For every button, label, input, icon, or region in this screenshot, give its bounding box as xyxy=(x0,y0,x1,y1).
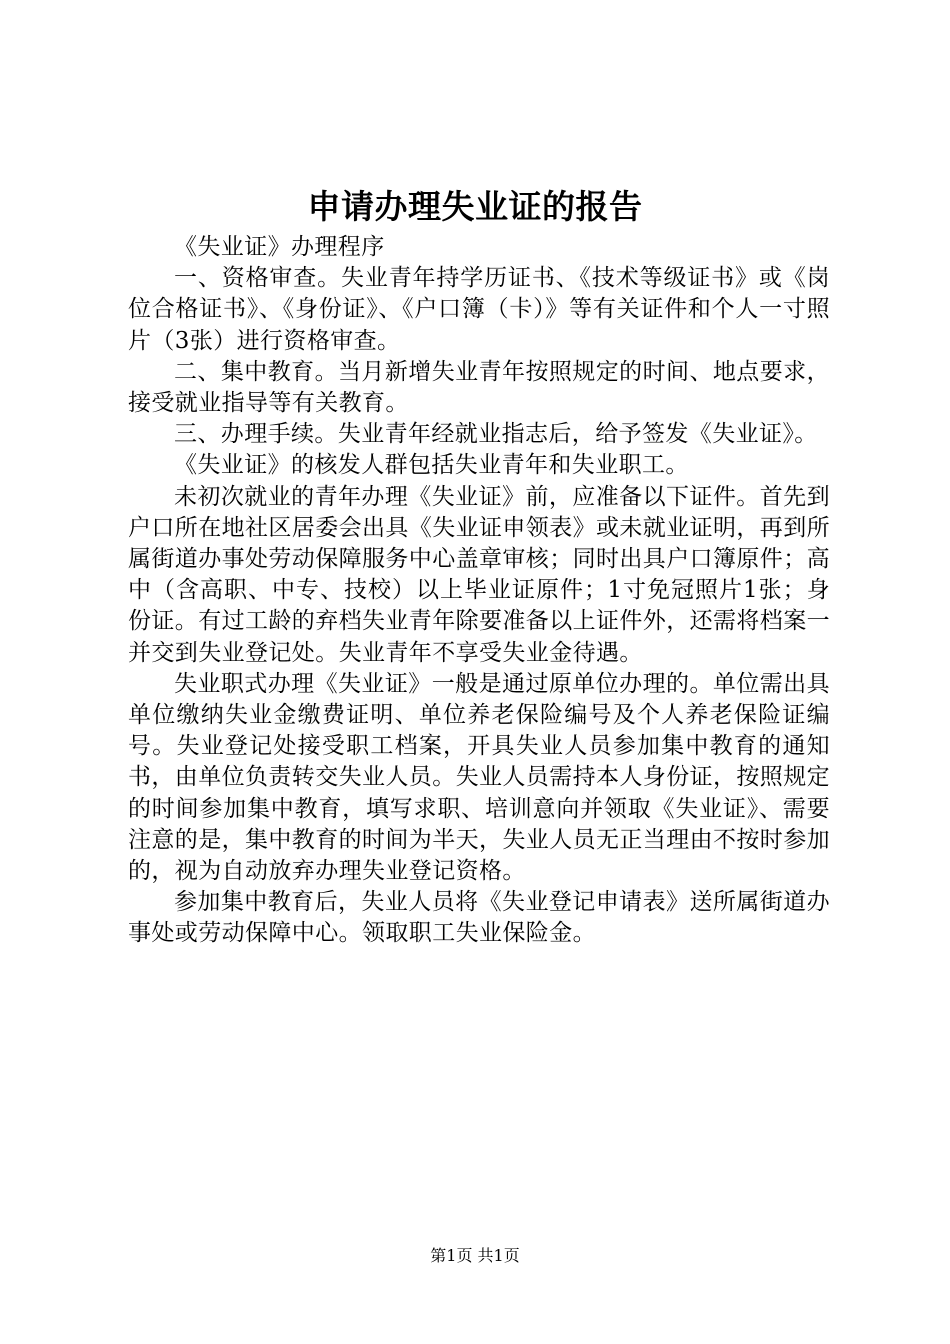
paragraph-procedures: 三、办理手续。失业青年经就业指志后，给予签发《失业证》。 xyxy=(174,421,818,448)
page-number-footer: 第1页 共1页 xyxy=(430,1246,520,1265)
paragraph-worker-requirements: 失业职式办理《失业证》一般是通过原单位办理的。单位需出具单位缴纳失业金缴费证明、单位养老保险编号及个人养老保险证编号。失业登记处接受职工档案，开具失业人员参加集中教育的通知书，由单位负责转交失业人员。失业人员需持本人身份证，按照规定的时间参加集中教育，填写求职、培训意向并领取《失业证》、需要注意的是，集中教育的时间为半天，失业人员无正当理由不按时参加的，视为自动放弃办理失业登记资格。 xyxy=(128,670,830,885)
paragraph-youth-requirements: 未初次就业的青年办理《失业证》前，应准备以下证件。首先到户口所在地社区居委会出具《失业证申领表》或未就业证明，再到所属街道办事处劳动保障服务中心盖章审核；同时出具户口簿原件；高中（含高职、中专、技校）以上毕业证原件；1寸免冠照片1张；身份证。有过工龄的弃档失业青年除要准备以上证件外，还需将档案一并交到失业登记处。失业青年不享受失业金待遇。 xyxy=(128,483,830,666)
paragraph-eligible-groups: 《失业证》的核发人群包括失业青年和失业职工。 xyxy=(174,452,689,479)
document-title: 申请办理失业证的报告 xyxy=(307,187,643,226)
paragraph-after-education: 参加集中教育后，失业人员将《失业登记申请表》送所属街道办事处或劳动保障中心。领取职工失业保险金。 xyxy=(128,889,830,947)
paragraph-procedure-heading: 《失业证》办理程序 xyxy=(174,234,385,260)
paragraph-qualification-review: 一、资格审查。失业青年持学历证书、《技术等级证书》或《岗位合格证书》、《身份证》、《户口簿（卡）》等有关证件和个人一寸照片（3张）进行资格审查。 xyxy=(128,265,830,354)
paragraph-centralized-education: 二、集中教育。当月新增失业青年按照规定的时间、地点要求，接受就业指导等有关教育。 xyxy=(128,358,830,417)
document-body xyxy=(128,232,830,950)
